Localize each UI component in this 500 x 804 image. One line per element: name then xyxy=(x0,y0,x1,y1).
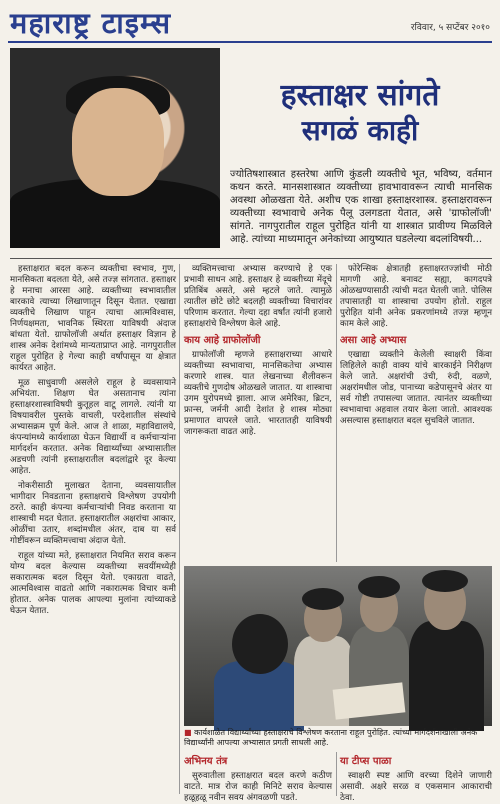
paragraph: स्वाक्षरी स्पष्ट आणि वरच्या दिशेने जाणारी असावी. अक्षरे सरळ व एकसमान आकाराची ठेवा. xyxy=(340,771,492,803)
caption-marker: ■ xyxy=(184,728,192,737)
masthead-rule xyxy=(8,41,492,43)
body-column-5 xyxy=(340,752,492,803)
column-divider xyxy=(336,752,337,796)
newspaper-logo: महाराष्ट्र टाइम्स xyxy=(10,6,172,40)
article-lede: ज्योतिषशास्त्रात हस्तरेषा आणि कुंडली व्यक्तीचे भूत, भविष्य, वर्तमान कथन करते. मानसशास्त्रात व्यक्तीच्या हावभावावरून त्याची मानसिक अवस्था ओळखता येते. अशीच एक शाखा हस्ताक्षरशास्त्र. हस्ताक्षरावरून व्यक्तीच्या स्वभावाचे अनेक पैलू उलगडता येतात, असे 'ग्राफोलॉजी' सांगते. नागपुरातील राहूल पुरोहित यांनी या शास्त्रात प्रावीण्य मिळविले आहे. त्यांच्या माध्यमातून अनेकांच्या आयुष्यात घडलेल्या बदलांविषयी... xyxy=(230,169,492,245)
subheading: असा आहे अभ्यास xyxy=(340,335,407,346)
body-column-1 xyxy=(10,264,176,794)
masthead xyxy=(8,6,492,40)
paragraph: फोरेन्सिक क्षेत्रातही हस्ताक्षरतज्ज्ञांची मोठी मागणी आहे. बनावट सह्या, कागदपत्रे ओळखण्यासाठी त्यांची मदत घेतली जाते. पोलिस तपासातही या शास्त्राचा उपयोग होतो. राहूल पुरोहित यांनी अनेक प्रकरणांमध्ये तज्ज्ञ म्हणून काम केले आहे. xyxy=(340,264,492,329)
subheading: अभिनय तंत्र xyxy=(184,756,228,767)
caption-text: कार्यशाळेत विद्यार्थ्यांच्या हस्ताक्षराचे विश्लेषण करताना राहूल पुरोहित. त्यांच्या मार्गदर्शनाखाली अनेक विद्यार्थ्यांनी आपल्या अभ्यासात प्रगती साधली आहे. xyxy=(184,728,478,747)
column-divider xyxy=(336,264,337,562)
photo-figure xyxy=(422,570,468,592)
paragraph: नोकरीसाठी मुलाखत देताना, व्यवसायातील भागीदार निवडताना हस्ताक्षराचे विश्लेषण उपयोगी ठरते. काही कंपन्या कर्मचाऱ्यांची निवड करताना या शास्त्राची मदत घेतात. हस्ताक्षरातील अक्षरांचा आकार, ओळींचा उतार, शब्दांमधील अंतर, दाब या सर्व गोष्टींवरून व्यक्तिमत्त्वाचा अंदाज येतो. xyxy=(10,481,176,546)
portrait-photo xyxy=(10,48,220,248)
paragraph: व्यक्तिमत्त्वाचा अभ्यास करण्याचे हे एक प्रभावी साधन आहे. हस्ताक्षर हे व्यक्तीच्या मेंदूचे प्रतिबिंब असते, असे म्हटले जाते. त्यामुळे त्यातील छोटे छोटे बदलही व्यक्तीच्या विचारांवर परिणाम करतात. गेल्या दहा वर्षांत त्यांनी हजारो हस्ताक्षरांचे विश्लेषण केले आहे. xyxy=(184,264,332,329)
paragraph: ग्राफोलॉजी म्हणजे हस्ताक्षराच्या आधारे व्यक्तीच्या स्वभावाचा, मानसिकतेचा अभ्यास करणारे शास्त्र. यात लेखनाच्या शैलीवरून व्यक्तीचे गुणदोष ओळखले जातात. या शास्त्राचा उगम युरोपमध्ये झाला. आज अमेरिका, ब्रिटन, फ्रान्स, जर्मनी आदी देशांत हे शास्त्र मोठ्या प्रमाणात वापरले जाते. भारतातही याविषयी जागरूकता वाढत आहे. xyxy=(184,350,332,437)
photo-figure xyxy=(232,614,288,674)
portrait-face xyxy=(72,88,164,196)
paragraph: सुरुवातीला हस्ताक्षरात बदल करणे कठीण वाटते. मात्र रोज काही मिनिटे सराव केल्यास हळूहळू नवीन सवय अंगवळणी पडते. xyxy=(184,771,332,803)
column-divider xyxy=(179,264,180,794)
body-column-2 xyxy=(184,264,332,562)
photo-caption xyxy=(184,728,492,748)
paragraph: हस्ताक्षरात बदल करून व्यक्तीचा स्वभाव, गुण, मानसिकता बदलता येते, असे तज्ज्ञ सांगतात. हस्ताक्षर हे मनाचा आरसा आहे. व्यक्तीच्या स्वभावातील बारकावे त्याच्या लिखाणातून दिसून येतात. एखाद्या व्यक्तीचे लिखाण पाहून त्याचा आत्मविश्वास, निर्णयक्षमता, भावनिक स्थिरता याविषयी अंदाज बांधता येतो. ग्राफोलॉजी अर्थात हस्ताक्षर विज्ञान हे शास्त्र अनेक देशांमध्ये मान्यताप्राप्त आहे. नागपुरातील राहूल पुरोहित हे गेल्या काही वर्षांपासून या क्षेत्रात कार्यरत आहेत. xyxy=(10,264,176,373)
dateline: रविवार, ५ सप्टेंबर २०१० xyxy=(410,23,490,33)
article-headline xyxy=(230,78,490,148)
paragraph: मूळ साधुवाणी असलेले राहूल हे व्यवसायाने अभियंता. शिक्षण घेत असतानाच त्यांना हस्ताक्षरशास्त्राविषयी कुतूहल वाटू लागले. त्यांनी या विषयावरील पुस्तके वाचली, परदेशातील संस्थांचे अभ्यासक्रम पूर्ण केले. आज ते शाळा, महाविद्यालये, कंपन्यांमध्ये कार्यशाळा घेऊन विद्यार्थी व कर्मचाऱ्यांना मार्गदर्शन करतात. अनेक विद्यार्थ्यांच्या अभ्यासातील अडचणी त्यांनी हस्ताक्षरातील बदलांद्वारे दूर केल्या आहेत. xyxy=(10,378,176,476)
headline-line-2: सगळं काही xyxy=(301,114,419,147)
photo-figure xyxy=(302,588,344,610)
body-column-4 xyxy=(184,752,332,803)
workshop-photo xyxy=(184,566,492,726)
headline-line-1: हस्ताक्षर सांगते xyxy=(280,78,440,113)
photo-figure xyxy=(409,621,484,731)
body-column-3 xyxy=(340,264,492,562)
photo-figure xyxy=(358,576,400,598)
subheading: या टीप्स पाळा xyxy=(340,756,392,767)
section-divider xyxy=(10,258,492,259)
subheading: काय आहे ग्राफोलॉजी xyxy=(184,335,261,346)
paragraph: राहूल यांच्या मते, हस्ताक्षरात नियमित सराव करून योग्य बदल केल्यास व्यक्तीच्या सवयींमध्येही सकारात्मक बदल दिसून येतो. एकाग्रता वाढते, आत्मविश्वास वाढतो आणि नकारात्मक विचार कमी होतात. अनेक पालक आपल्या मुलांना त्यांच्याकडे घेऊन येतात. xyxy=(10,551,176,616)
paragraph: एखाद्या व्यक्तीने केलेली स्वाक्षरी किंवा लिहिलेले काही वाक्य यांचे बारकाईने निरीक्षण केले जाते. अक्षरांची उंची, रुंदी, वळणे, अक्षरांमधील जोड, पानाच्या कडेपासूनचे अंतर या सर्व गोष्टी तपासल्या जातात. त्यानंतर व्यक्तीच्या स्वभावाचा अहवाल तयार केला जातो. आवश्यक असल्यास हस्ताक्षरात बदल सुचविले जातात. xyxy=(340,350,492,426)
